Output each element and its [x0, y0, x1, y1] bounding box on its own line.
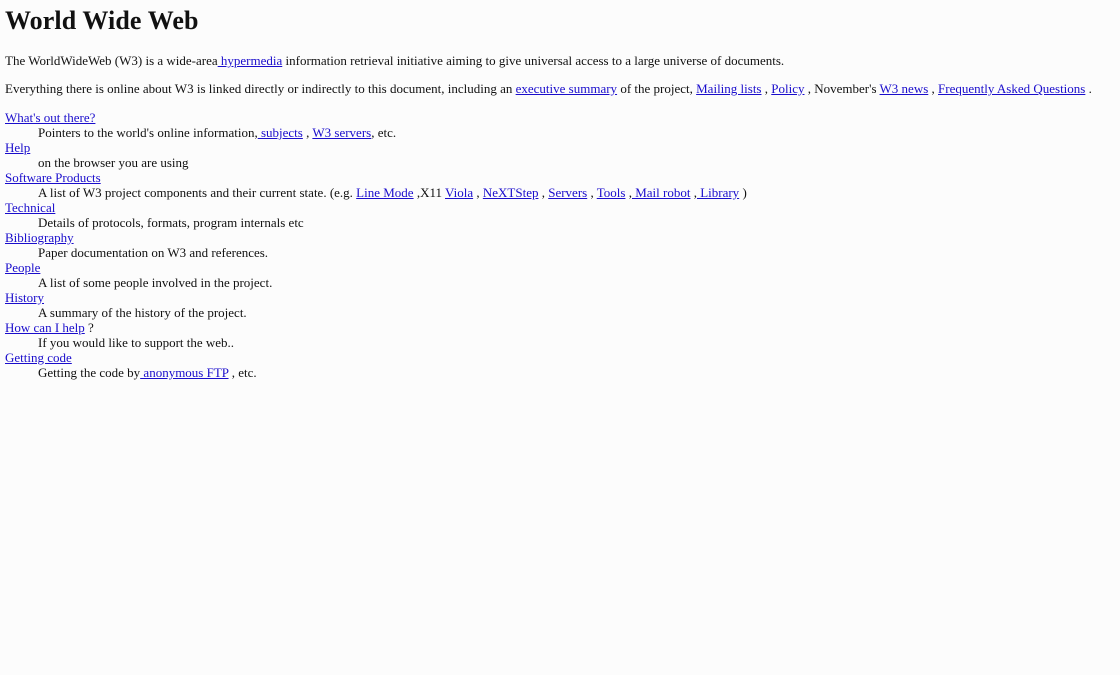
term-how-can-i-help: [5, 320, 747, 335]
intro-text-pre: The WorldWideWeb (W3) is a wide-area: [5, 53, 218, 68]
overview-text-mid2: ,: [761, 81, 772, 96]
term-help: [5, 140, 747, 155]
desc-separator: ,X11: [413, 185, 445, 200]
link-hypermedia[interactable]: hypermedia: [217, 53, 283, 68]
overview-text-mid4: ,: [928, 81, 939, 96]
link-library[interactable]: Library: [696, 185, 740, 200]
desc-people: A list of some people involved in the project.: [38, 275, 273, 290]
link-how-can-i-help[interactable]: How can I help: [5, 320, 85, 335]
desc-separator: ,: [473, 185, 483, 200]
link-anonymous-ftp[interactable]: anonymous FTP: [140, 365, 229, 380]
term-bibliography: [5, 230, 747, 245]
link-technical[interactable]: Technical: [5, 200, 56, 215]
desc-bibliography: Paper documentation on W3 and references.: [38, 245, 269, 260]
desc-text: A list of W3 project components and their current state. (e.g.: [38, 185, 357, 200]
term-suffix: ?: [84, 320, 94, 335]
desc-text: , etc.: [228, 365, 257, 380]
desc-separator: ,: [302, 125, 313, 140]
desc-separator: ,: [538, 185, 549, 200]
overview-text-post: .: [1085, 81, 1092, 96]
term-software-products: [5, 170, 747, 185]
term-technical: [5, 200, 747, 215]
desc-whats-out-there: [38, 125, 747, 140]
link-w3-news[interactable]: W3 news: [879, 81, 929, 96]
link-executive-summary[interactable]: executive summary: [515, 81, 618, 96]
link-w3-servers[interactable]: W3 servers: [312, 125, 372, 140]
term-getting-code: [5, 350, 747, 365]
desc-separator: ,: [625, 185, 632, 200]
desc-help: on the browser you are using: [38, 155, 189, 170]
desc-text: Getting the code by: [38, 365, 141, 380]
desc-text: ): [739, 185, 747, 200]
link-history[interactable]: History: [5, 290, 44, 305]
link-getting-code[interactable]: Getting code: [5, 350, 72, 365]
desc-history: A summary of the history of the project.: [38, 305, 247, 320]
overview-text-mid1: of the project,: [617, 81, 697, 96]
link-line-mode[interactable]: Line Mode: [356, 185, 414, 200]
link-people[interactable]: People: [5, 260, 41, 275]
term-people: [5, 260, 747, 275]
desc-separator: ,: [690, 185, 697, 200]
link-nextstep[interactable]: NeXTStep: [482, 185, 539, 200]
link-whats-out-there[interactable]: What's out there?: [5, 110, 96, 125]
overview-paragraph: [5, 82, 1092, 97]
link-servers[interactable]: Servers: [548, 185, 588, 200]
desc-software-products: [38, 185, 747, 200]
link-mail-robot[interactable]: Mail robot: [631, 185, 691, 200]
desc-text: Pointers to the world's online information,: [38, 125, 258, 140]
section-list: [5, 110, 747, 380]
link-faq[interactable]: Frequently Asked Questions: [938, 81, 1086, 96]
desc-separator: ,: [587, 185, 597, 200]
link-help[interactable]: Help: [5, 140, 31, 155]
link-subjects[interactable]: subjects: [257, 125, 303, 140]
link-software-products[interactable]: Software Products: [5, 170, 101, 185]
overview-text-pre: Everything there is online about W3 is linked directly or indirectly to this document, including an: [5, 81, 516, 96]
term-history: [5, 290, 747, 305]
desc-text: , etc.: [371, 125, 397, 140]
link-mailing-lists[interactable]: Mailing lists: [696, 81, 762, 96]
overview-text-mid3: , November's: [804, 81, 880, 96]
link-tools[interactable]: Tools: [596, 185, 626, 200]
page-title: World Wide Web: [5, 6, 199, 35]
link-policy[interactable]: Policy: [771, 81, 805, 96]
link-bibliography[interactable]: Bibliography: [5, 230, 74, 245]
desc-how-can-i-help: If you would like to support the web..: [38, 335, 235, 350]
desc-technical: Details of protocols, formats, program internals etc: [38, 215, 304, 230]
desc-getting-code: [38, 365, 747, 380]
intro-text-post: information retrieval initiative aiming to give universal access to a large universe of documents.: [282, 53, 785, 68]
term-whats-out-there: [5, 110, 747, 125]
intro-paragraph: [5, 54, 784, 69]
link-viola[interactable]: Viola: [445, 185, 474, 200]
